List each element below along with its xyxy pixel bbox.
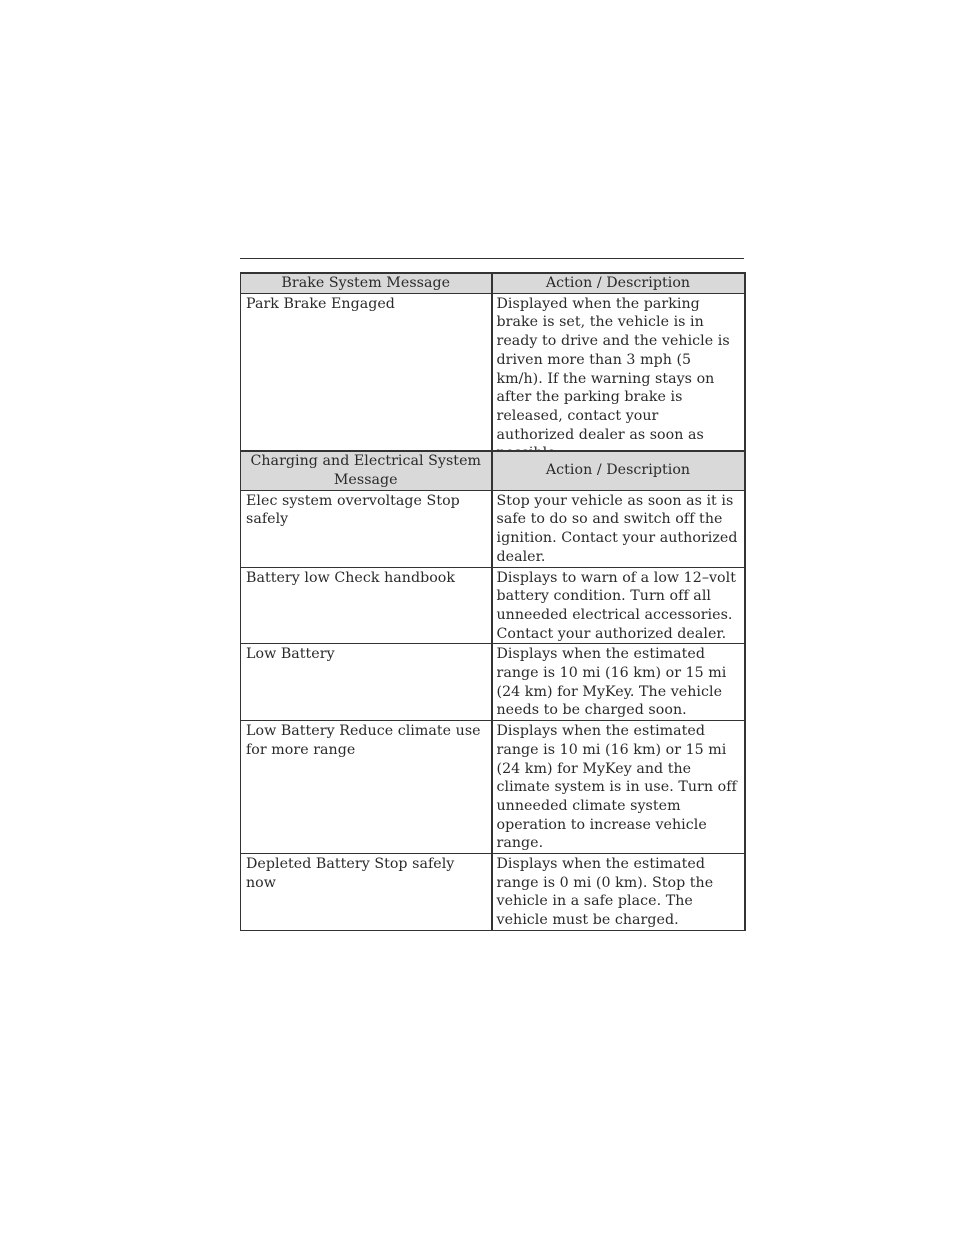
table-row [241,644,745,721]
description-cell: Displays when the estimated range is 10 mi (16 km) or 15 mi (24 km) for MyKey and the climate system is in use. Turn off unneeded climate system operation to increase vehicle range. [492,721,745,854]
message-cell: Depleted Battery Stop safely now [241,854,492,931]
message-cell: Low Battery Reduce climate use for more range [241,721,492,854]
message-cell: Low Battery [241,644,492,721]
column-header-description: Action / Description [492,451,745,490]
message-cell: Elec system overvoltage Stop safely [241,490,492,567]
column-header-description: Action / Description [492,273,745,293]
table-row [241,490,745,567]
description-cell: Displayed when the parking brake is set, the vehicle is in ready to drive and the vehicle is driven more than 3 mph (5 km/h). If the warning stays on after the parking brake is released, contact your authorized dealer as soon as [492,293,745,463]
brake-system-message-table [240,272,746,464]
table-header-row [241,451,745,490]
table-row [241,567,745,644]
table-row [241,293,745,463]
column-header-message: Brake System Message [241,273,492,293]
description-cell: Stop your vehicle as soon as it is safe to do so and switch off the ignition. Contact your authorized dealer. [492,490,745,567]
column-header-message: Charging and Electrical System Message [241,451,492,490]
table-row [241,854,745,931]
header-rule [240,258,744,259]
message-cell: Battery low Check handbook [241,567,492,644]
description-cell: Displays when the estimated range is 10 mi (16 km) or 15 mi (24 km) for MyKey. The vehicle needs to be charged soon. [492,644,745,721]
table-row [241,721,745,854]
description-cell: Displays when the estimated range is 0 mi (0 km). Stop the vehicle in a safe place. The vehicle must be charged. [492,854,745,931]
message-cell: Park Brake Engaged [241,293,492,463]
charging-electrical-message-table [240,450,746,931]
description-cell: Displays to warn of a low 12–volt battery condition. Turn off all unneeded electrical accessories. Contact your authorized dealer. [492,567,745,644]
table-header-row [241,273,745,293]
